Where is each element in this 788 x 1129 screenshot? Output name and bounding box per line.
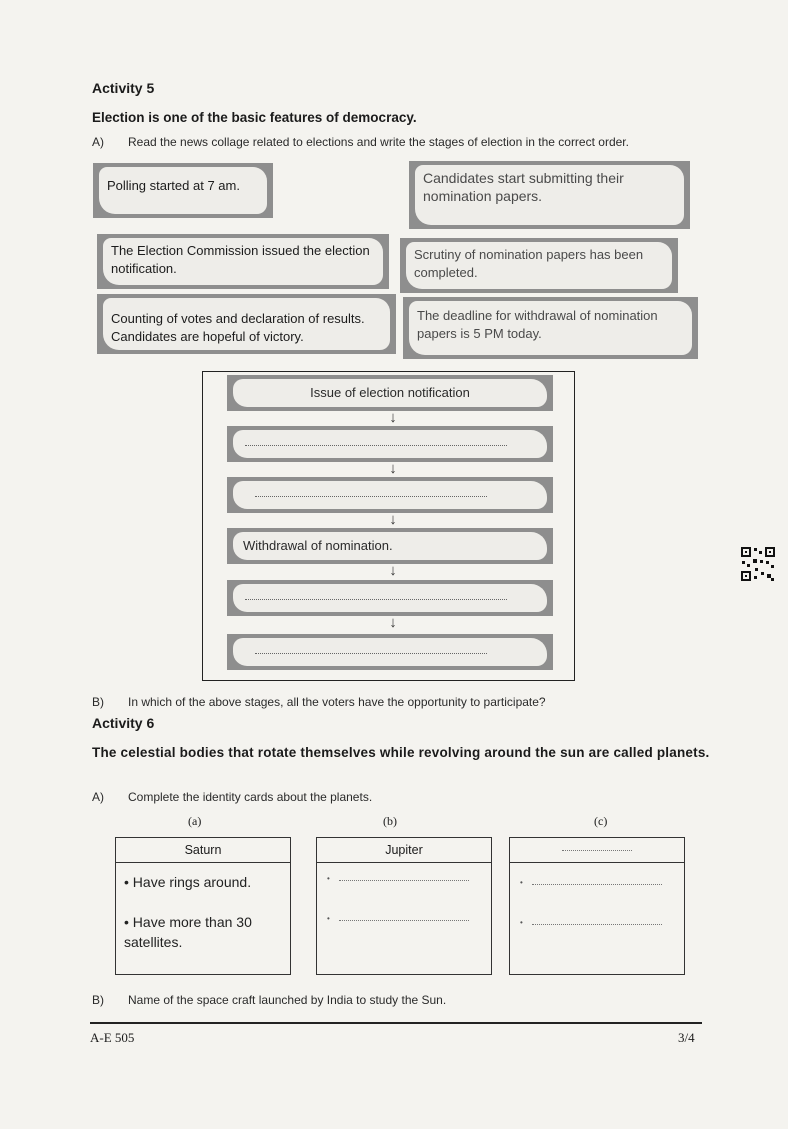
- answer-line[interactable]: [327, 914, 469, 924]
- stage-box: [227, 426, 553, 462]
- clipping-text: The Election Commission issued the election notification.: [103, 238, 383, 285]
- answer-line[interactable]: [255, 496, 487, 497]
- stage-box: [227, 580, 553, 616]
- question-text: Name of the space craft launched by India to study the Sun.: [128, 993, 447, 1007]
- bullet-icon: •: [327, 874, 330, 883]
- card-tag: (a): [188, 814, 202, 828]
- card-tag: (b): [383, 814, 397, 828]
- down-arrow-icon: ↓: [389, 511, 397, 528]
- activity5-title: Activity 5: [92, 80, 155, 96]
- bullet-icon: •: [327, 914, 330, 923]
- activity5-question-a: [92, 135, 629, 149]
- activity5-lead: Election is one of the basic features of democracy.: [92, 110, 417, 125]
- qr-code-icon: [740, 546, 776, 582]
- stage-text: Issue of election notification: [233, 379, 547, 407]
- answer-line[interactable]: [562, 850, 632, 851]
- clipping: [93, 163, 273, 218]
- bullet-icon: •: [520, 918, 523, 927]
- stage-blank: [233, 481, 547, 509]
- card-title: Saturn: [116, 838, 290, 863]
- card-tag: (c): [594, 814, 608, 828]
- question-text: Complete the identity cards about the planets.: [128, 790, 373, 804]
- activity6-question-a: [92, 790, 372, 804]
- answer-line[interactable]: [255, 653, 487, 654]
- clipping: [97, 234, 389, 289]
- answer-line[interactable]: [520, 918, 662, 928]
- page-number: 3/4: [678, 1030, 695, 1045]
- down-arrow-icon: ↓: [389, 409, 397, 426]
- question-text: In which of the above stages, all the voters have the opportunity to participate?: [128, 695, 546, 709]
- clipping-text: Counting of votes and declaration of results. Candidates are hopeful of victory.: [103, 298, 390, 350]
- question-label: B): [92, 993, 104, 1007]
- card-title-blank: [510, 838, 684, 863]
- question-label: A): [92, 790, 104, 804]
- question-text: Read the news collage related to elections and write the stages of election in the correct order.: [128, 135, 629, 149]
- stage-blank: [233, 430, 547, 458]
- planet-card-jupiter: [316, 837, 492, 975]
- clipping: [403, 297, 698, 359]
- clipping-text: Candidates start submitting their nomination papers.: [415, 165, 684, 225]
- stage-box: [227, 477, 553, 513]
- activity6-title: Activity 6: [92, 715, 155, 731]
- clipping-text: The deadline for withdrawal of nomination papers is 5 PM today.: [409, 301, 692, 355]
- stage-blank: [233, 638, 547, 666]
- answer-line[interactable]: [245, 445, 507, 446]
- planet-card-blank: [509, 837, 685, 975]
- bullet-icon: •: [520, 878, 523, 887]
- clipping: [409, 161, 690, 229]
- planet-card-saturn: [115, 837, 291, 975]
- stage-box: [227, 528, 553, 564]
- down-arrow-icon: ↓: [389, 562, 397, 579]
- footer-code: A-E 505: [90, 1030, 135, 1045]
- answer-line[interactable]: [520, 878, 662, 888]
- clipping: [400, 238, 678, 293]
- stage-blank: [233, 584, 547, 612]
- card-fact: • Have rings around.: [124, 874, 252, 890]
- down-arrow-icon: ↓: [389, 460, 397, 477]
- question-label: A): [92, 135, 104, 149]
- activity6-question-b: [92, 993, 446, 1007]
- activity5-question-b: [92, 695, 546, 709]
- down-arrow-icon: ↓: [389, 614, 397, 631]
- question-label: B): [92, 695, 104, 709]
- election-stages-flow: [202, 371, 575, 681]
- clipping-text: Scrutiny of nomination papers has been completed.: [406, 242, 672, 289]
- answer-line[interactable]: [327, 874, 469, 884]
- card-title: Jupiter: [317, 838, 491, 863]
- footer-rule: [90, 1022, 702, 1024]
- stage-box: [227, 375, 553, 411]
- clipping-text: Polling started at 7 am.: [99, 167, 267, 214]
- clipping: [97, 294, 396, 354]
- card-fact: • Have more than 30 satellites.: [124, 914, 252, 950]
- answer-line[interactable]: [245, 599, 507, 600]
- stage-box: [227, 634, 553, 670]
- activity6-lead: The celestial bodies that rotate themselves while revolving around the sun are called planets.: [92, 745, 710, 760]
- stage-text: Withdrawal of nomination.: [233, 532, 547, 560]
